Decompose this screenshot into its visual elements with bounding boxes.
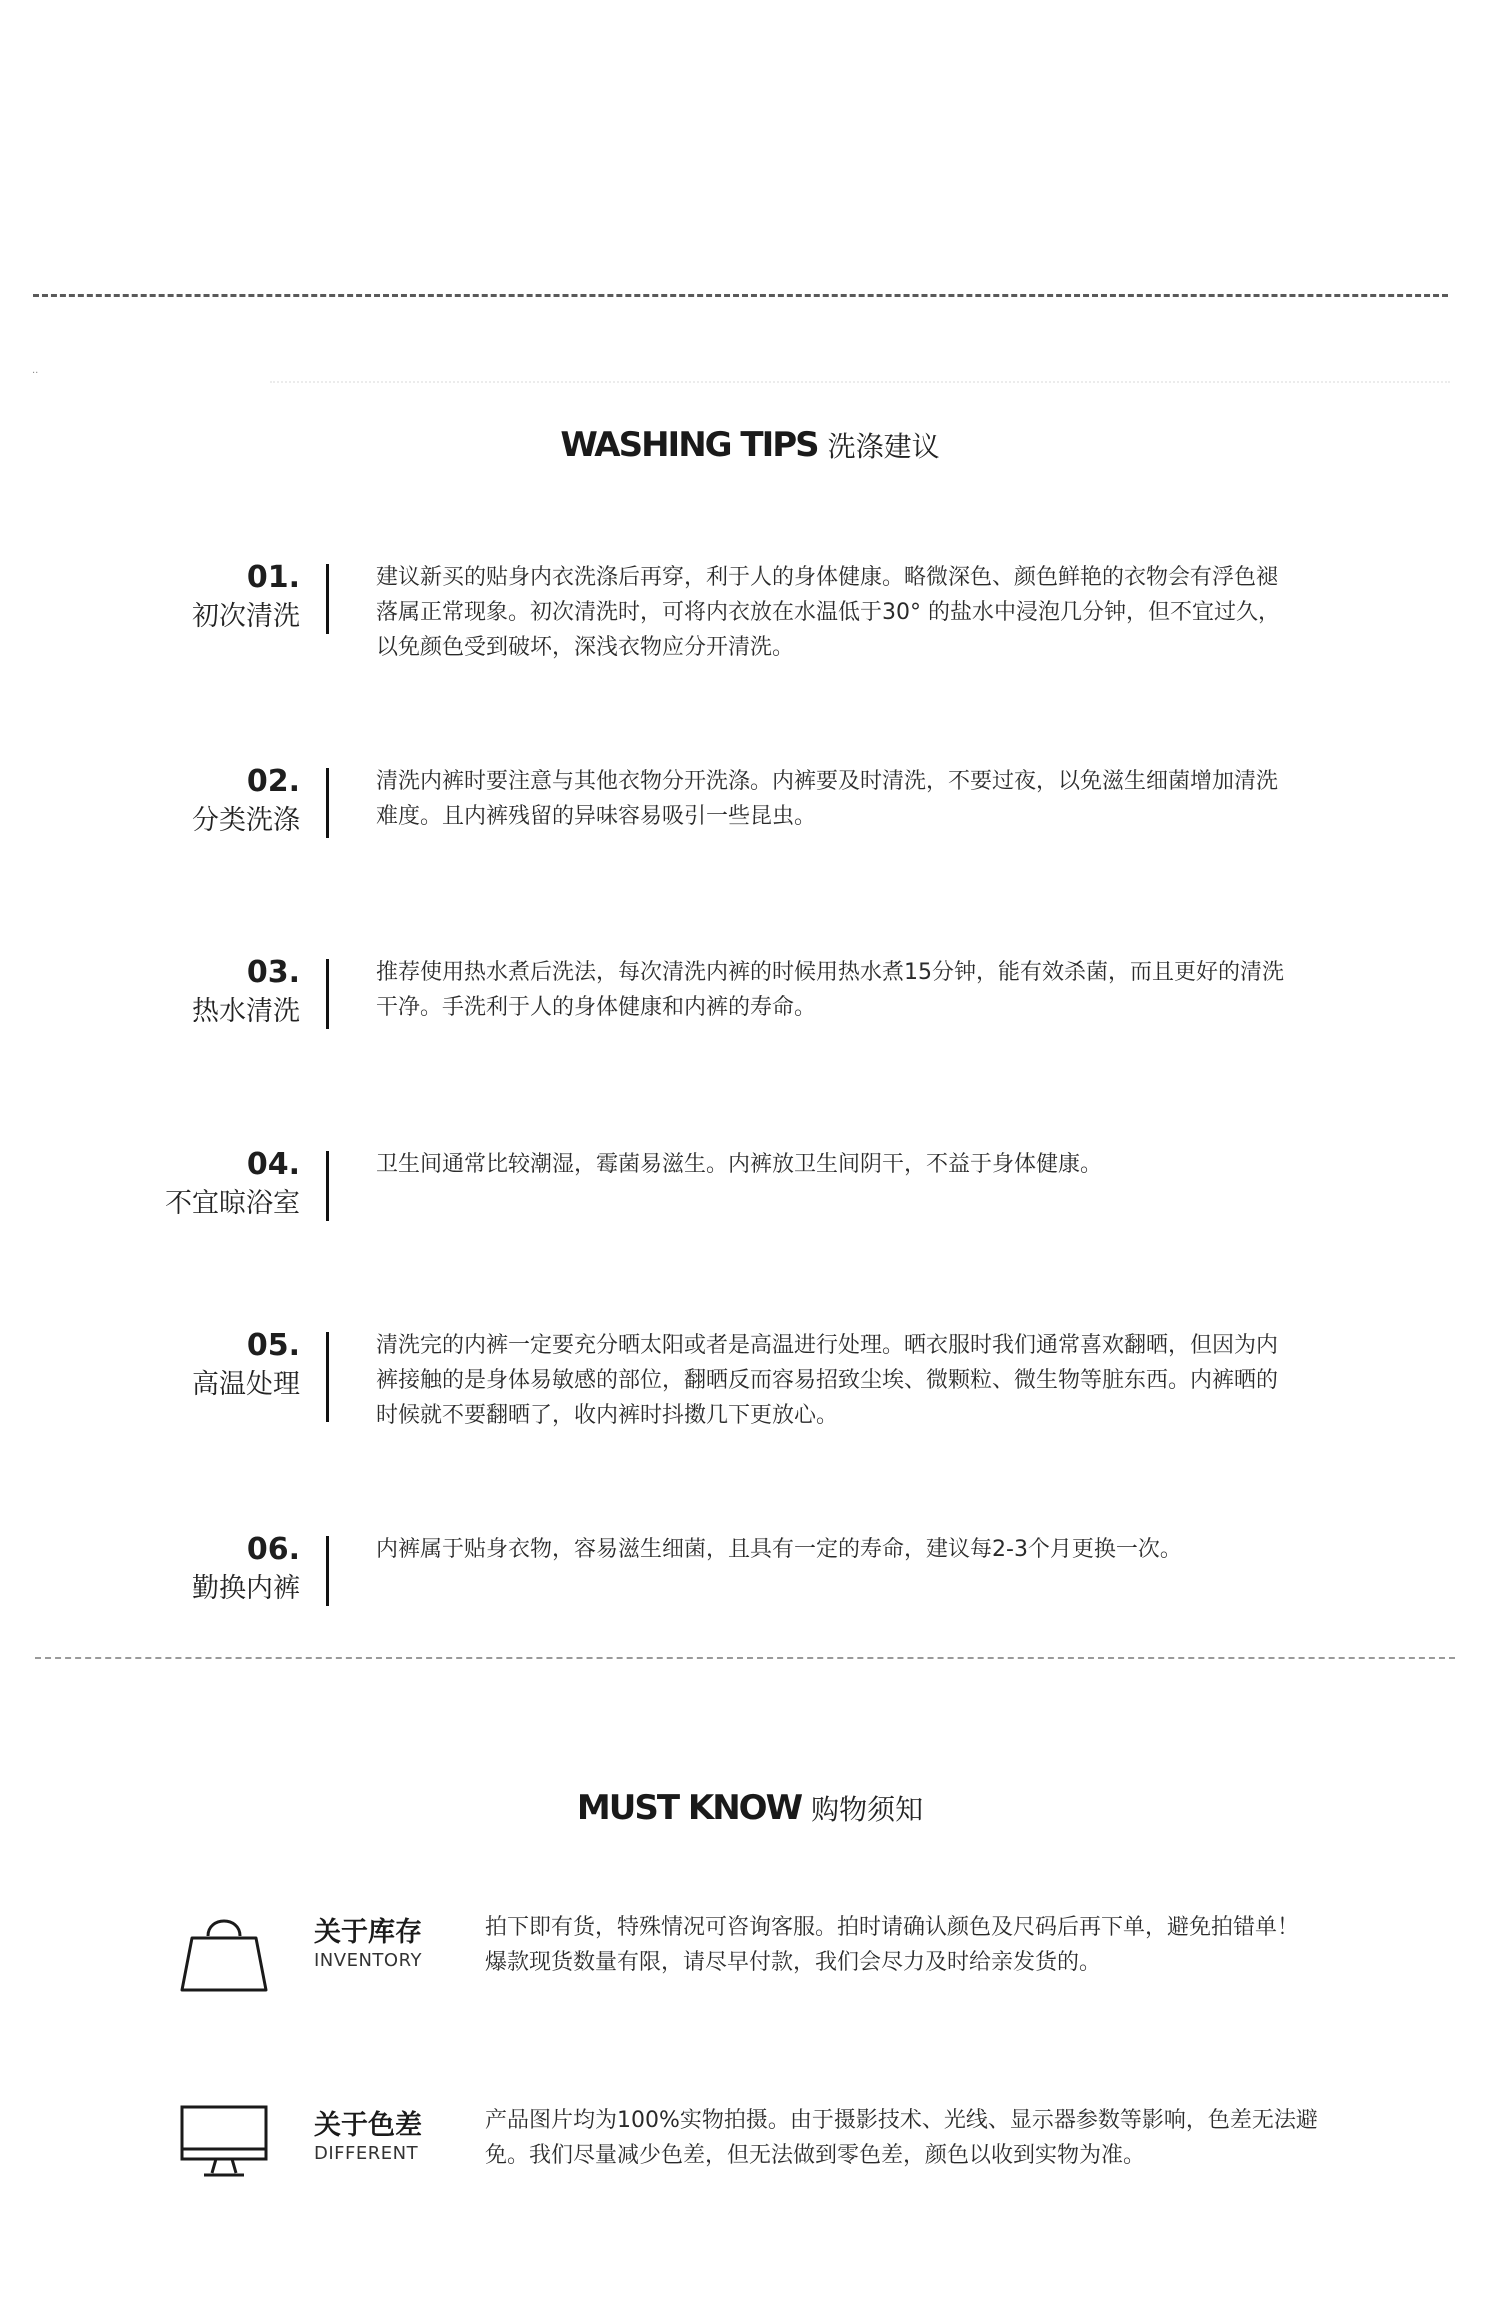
tip-divider-bar xyxy=(326,1332,329,1422)
tip-label: 初次清洗 xyxy=(192,601,300,632)
tip-divider-bar xyxy=(326,768,329,838)
tip-text: 清洗内裤时要注意与其他衣物分开洗涤。内裤要及时清洗，不要过夜，以免滋生细菌增加清洗 难度。且内裤残留的异味容易吸引一些昆虫。 xyxy=(376,769,1279,829)
inventory-text: 拍下即有货，特殊情况可咨询客服。拍时请确认颜色及尺码后再下单，避免拍错单！ 爆款现货数量有限，请尽早付款，我们会尽力及时给亲发货的。 xyxy=(485,1915,1300,1975)
tip-label: 高温处理 xyxy=(192,1369,300,1400)
tip-number: 05. xyxy=(246,1328,300,1363)
tip-text: 内裤属于贴身衣物，容易滋生细菌，且具有一定的寿命，建议每2-3个月更换一次。 xyxy=(376,1537,1182,1562)
tip-text: 建议新买的贴身内衣洗涤后再穿，利于人的身体健康。略微深色、颜色鲜艳的衣物会有浮色褪 落属正常现象。初次清洗时，可将内衣放在水温低于30° 的盐水中浸泡几分钟，但不宜过久， 以免颜色受到破坏，深浅衣物应分开清洗。 xyxy=(376,565,1280,660)
tip-number: 01. xyxy=(246,560,300,595)
shopping-bag-icon xyxy=(178,1908,270,2000)
tip-text: 推荐使用热水煮后洗法，每次清洗内裤的时候用热水煮15分钟，能有效杀菌，而且更好的清洗 干净。手洗利于人的身体健康和内裤的寿命。 xyxy=(376,960,1284,1020)
tip-divider-bar xyxy=(326,1536,329,1606)
tip-divider-bar xyxy=(326,564,329,634)
must-know-heading xyxy=(0,1788,1500,1828)
tip-divider-bar xyxy=(326,1151,329,1221)
tip-text: 卫生间通常比较潮湿，霉菌易滋生。内裤放卫生间阴干，不益于身体健康。 xyxy=(376,1152,1103,1177)
middle-dashed-divider xyxy=(35,1657,1455,1659)
washing-tips-title-en: WASHING TIPS xyxy=(560,425,818,465)
tip-divider-bar xyxy=(326,959,329,1029)
faint-divider xyxy=(270,381,1450,383)
monitor-icon xyxy=(178,2101,270,2185)
must-know-title-en: MUST KNOW xyxy=(576,1788,802,1828)
tip-number: 02. xyxy=(246,764,300,799)
washing-tips-title-zh: 洗涤建议 xyxy=(827,430,940,463)
tip-label: 勤换内裤 xyxy=(192,1573,300,1604)
tip-number: 03. xyxy=(246,955,300,990)
color-difference-text: 产品图片均为100%实物拍摄。由于摄影技术、光线、显示器参数等影响，色差无法避 免。我们尽量减少色差，但无法做到零色差，颜色以收到实物为准。 xyxy=(485,2108,1318,2168)
tip-text: 清洗完的内裤一定要充分晒太阳或者是高温进行处理。晒衣服时我们通常喜欢翻晒，但因为内 裤接触的是身体易敏感的部位，翻晒反而容易招致尘埃、微颗粒、微生物等脏东西。内裤晒的 时候就不要翻晒了，收内裤时抖擞几下更放心。 xyxy=(376,1333,1279,1428)
washing-tips-heading xyxy=(0,425,1500,465)
tip-number: 06. xyxy=(246,1532,300,1567)
tip-number: 04. xyxy=(246,1147,300,1182)
color-difference-subtitle: DIFFERENT xyxy=(314,2143,419,2164)
top-dashed-divider xyxy=(33,294,1448,297)
color-difference-title: 关于色差 xyxy=(314,2110,422,2141)
tip-label: 热水清洗 xyxy=(192,996,300,1027)
must-know-title-zh: 购物须知 xyxy=(811,1793,924,1826)
decorative-mark: ·· xyxy=(32,368,39,379)
tip-label: 不宜晾浴室 xyxy=(165,1188,300,1219)
tip-label: 分类洗涤 xyxy=(192,805,300,836)
inventory-subtitle: INVENTORY xyxy=(314,1950,422,1971)
inventory-title: 关于库存 xyxy=(314,1917,422,1948)
